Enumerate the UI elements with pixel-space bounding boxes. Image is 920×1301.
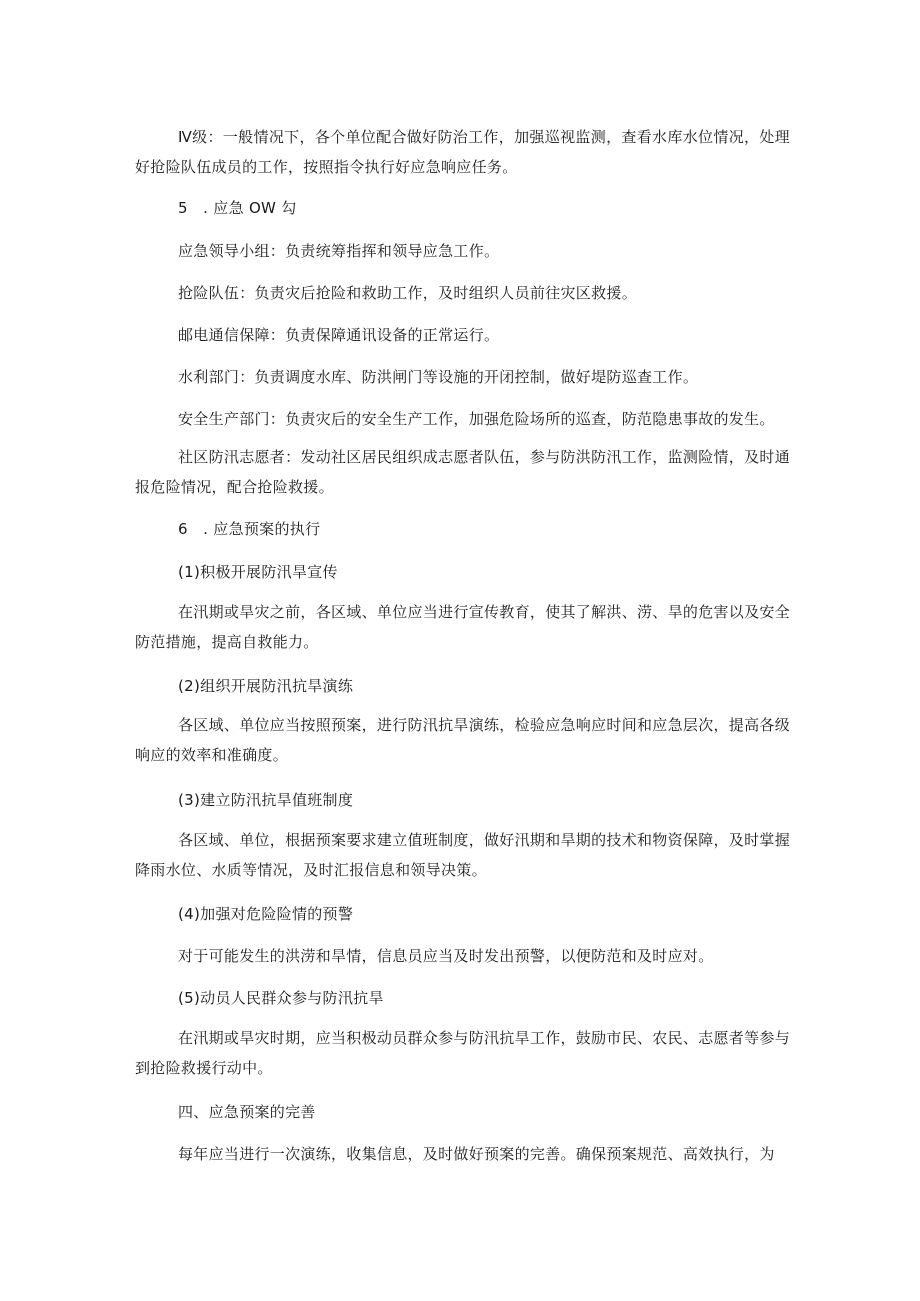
heading-section-6: 6 . 应急预案的执行 xyxy=(178,520,321,538)
paragraph-improvement: 每年应当进行一次演练，收集信息，及时做好预案的完善。确保预案规范、高效执行，为 xyxy=(178,1145,775,1163)
subheading-1: (1)积极开展防汛旱宣传 xyxy=(178,563,338,581)
subheading-3: (3)建立防汛抗旱值班制度 xyxy=(178,791,354,809)
paragraph-volunteers: 社区防汛志愿者：发动社区居民组织成志愿者队伍，参与防洪防汛工作，监测险情，及时通报危险情况，配合抢险救援。 xyxy=(135,448,791,496)
paragraph-water-dept: 水利部门：负责调度水库、防洪闸门等设施的开闭控制，做好堤防巡查工作。 xyxy=(178,368,699,386)
paragraph-warning: 对于可能发生的洪涝和旱情，信息员应当及时发出预警，以便防范和及时应对。 xyxy=(178,947,714,965)
paragraph-level-iv: Ⅳ级：一般情况下，各个单位配合做好防治工作，加强巡视监测，查看水库水位情况，处理好抢险队伍成员的工作，按照指令执行好应急响应任务。 xyxy=(135,128,790,176)
subheading-5: (5)动员人民群众参与防汛抗旱 xyxy=(178,989,384,1007)
paragraph-drills: 各区域、单位应当按照预案，进行防汛抗旱演练，检验应急响应时间和应急层次，提高各级响应的效率和准确度。 xyxy=(135,716,791,764)
subheading-2: (2)组织开展防汛抗旱演练 xyxy=(178,677,354,695)
paragraph-safety-dept: 安全生产部门：负责灾后的安全生产工作，加强危险场所的巡查，防范隐患事故的发生。 xyxy=(178,410,775,428)
paragraph-leadership-group: 应急领导小组：负责统筹指挥和领导应急工作。 xyxy=(178,242,500,260)
paragraph-publicity: 在汛期或旱灾之前，各区域、单位应当进行宣传教育，使其了解洪、涝、旱的危害以及安全防范措施，提高自救能力。 xyxy=(135,603,791,651)
heading-section-5: 5 . 应急 OW 勾 xyxy=(178,199,297,217)
paragraph-rescue-team: 抢险队伍：负责灾后抢险和救助工作，及时组织人员前往灾区救援。 xyxy=(178,284,638,302)
subheading-4: (4)加强对危险险情的预警 xyxy=(178,905,354,923)
heading-section-4: 四、应急预案的完善 xyxy=(178,1103,316,1121)
paragraph-telecom: 邮电通信保障：负责保障通讯设备的正常运行。 xyxy=(178,326,500,344)
paragraph-duty-system: 各区域、单位，根据预案要求建立值班制度，做好汛期和旱期的技术和物资保障，及时掌握降雨水位、水质等情况，及时汇报信息和领导决策。 xyxy=(135,831,791,879)
paragraph-mobilize: 在汛期或旱灾时期，应当积极动员群众参与防汛抗旱工作，鼓励市民、农民、志愿者等参与到抢险救援行动中。 xyxy=(135,1029,791,1077)
